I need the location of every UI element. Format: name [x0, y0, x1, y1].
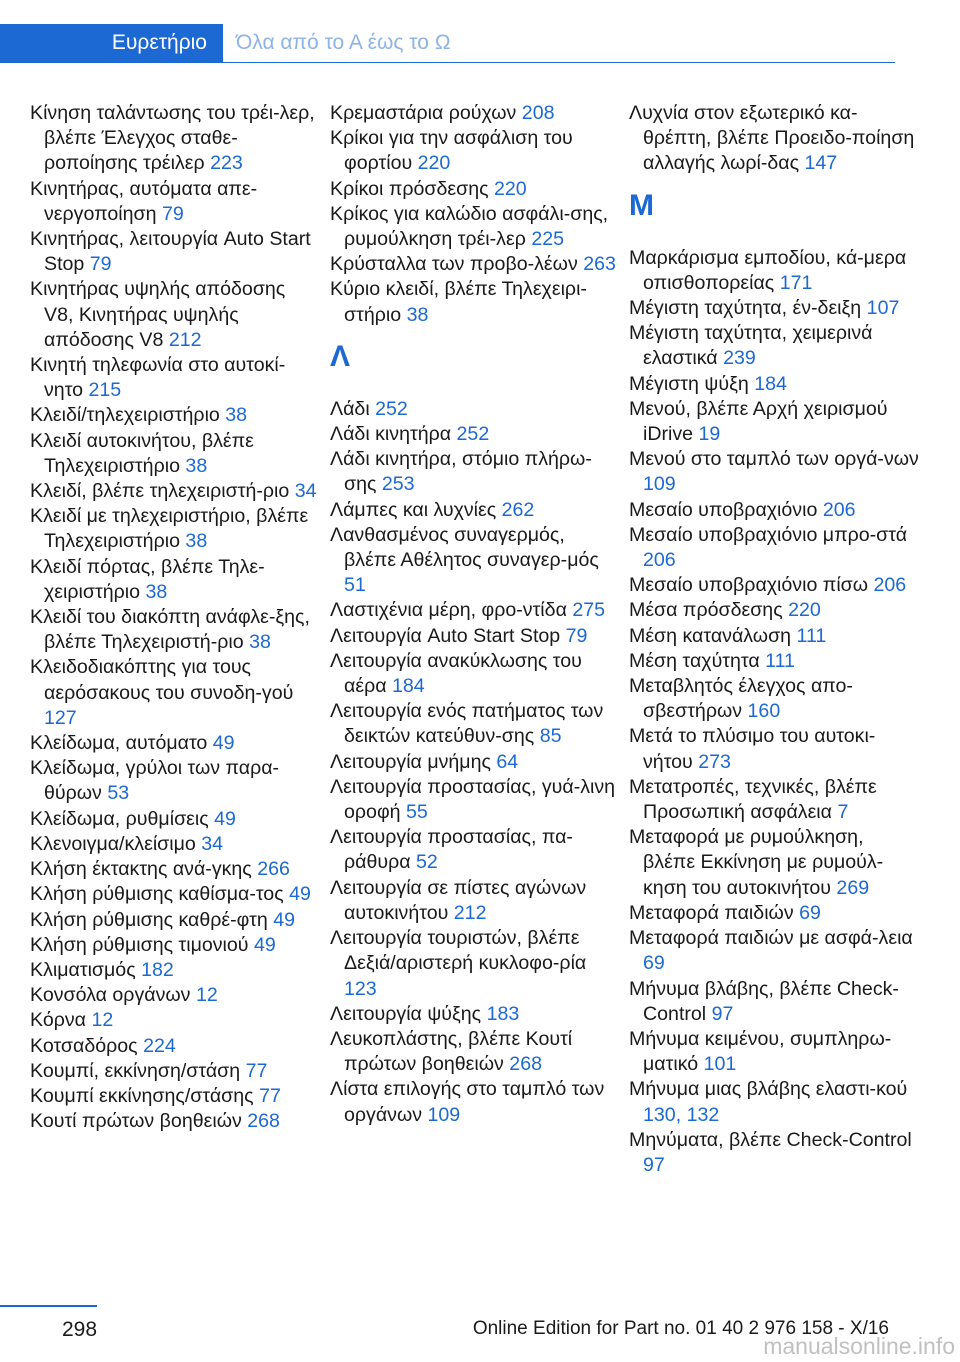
page-link[interactable]: 69: [643, 952, 665, 975]
page-link[interactable]: 220: [494, 177, 527, 200]
index-entry: [30, 1109, 320, 1134]
index-entry: [330, 252, 620, 277]
entry-text: Κόρνα: [30, 1009, 86, 1032]
page-link[interactable]: 49: [273, 908, 295, 931]
entry-group: [629, 101, 919, 177]
page-number: 298: [62, 1318, 98, 1341]
page-link[interactable]: 182: [141, 958, 174, 981]
entry-text: Μήνυμα κειμένου, συμπληρω-ματικό: [629, 1027, 892, 1076]
entry-text: Λανθασμένος συναγερμός, βλέπε Αθέλητος συναγερ-μός: [330, 523, 599, 572]
entry-text: Λευκοπλάστης, βλέπε Κουτί πρώτων βοηθειών: [330, 1027, 573, 1076]
entry-text: Μήνυμα μιας βλάβης ελαστι-κού: [629, 1078, 908, 1101]
index-entry: [30, 908, 320, 933]
entry-text: Μενού, βλέπε Αρχή χειρισμού iDrive: [629, 397, 888, 446]
entry-text: Κλειδί πόρτας, βλέπε Τηλε-χειριστήριο: [30, 555, 265, 603]
page-link[interactable]: 53: [107, 782, 130, 805]
entry-text: Κλείδωμα, αυτόματο: [30, 732, 208, 755]
index-entry: [30, 101, 320, 177]
index-entry: [629, 977, 919, 1027]
page-link[interactable]: 275: [572, 599, 606, 622]
index-column-1: [30, 101, 320, 1134]
page-link[interactable]: 34: [201, 832, 224, 855]
entry-text: Λειτουργία μνήμης: [330, 750, 491, 773]
page-link[interactable]: 79: [161, 202, 184, 225]
index-entry: [629, 573, 919, 598]
entry-text: Μετατροπές, τεχνικές, βλέπε Προσωπική ασφάλεια: [629, 775, 877, 824]
page-link[interactable]: 206: [873, 574, 907, 597]
index-entry: [30, 479, 320, 504]
page-link[interactable]: 109: [643, 473, 676, 496]
entry-text: Μεσαίο υποβραχιόνιο μπρο-στά: [629, 523, 908, 546]
page-link[interactable]: 52: [416, 851, 438, 874]
page-link[interactable]: 77: [259, 1084, 281, 1107]
index-entry: [330, 498, 620, 523]
page-link[interactable]: 12: [91, 1009, 114, 1032]
page-link[interactable]: 101: [703, 1053, 737, 1076]
entry-text: Κλειδί/τηλεχειριστήριο: [30, 404, 220, 427]
entry-text: Κουμπί εκκίνησης/στάσης: [30, 1084, 254, 1107]
entry-group: [330, 101, 620, 328]
page-link[interactable]: 268: [509, 1053, 542, 1076]
page-link[interactable]: 208: [521, 102, 555, 124]
index-entry: [330, 1027, 620, 1077]
page-link[interactable]: 85: [539, 725, 562, 748]
entry-text: Κοτσαδόρος: [30, 1034, 138, 1057]
index-entry: [629, 674, 919, 724]
index-entry: [330, 277, 620, 327]
page-link[interactable]: 49: [253, 933, 276, 956]
index-entry: [30, 1084, 320, 1109]
index-entry: [330, 825, 620, 875]
page-link[interactable]: 252: [375, 397, 408, 420]
index-entry: [30, 177, 320, 227]
entry-text: Μαρκάρισμα εμποδίου, κά-μερα οπισθοπορείας: [629, 246, 907, 294]
entry-text: Λειτουργία ενός πατήματος των δεικτών κατεύθυν-σης: [330, 700, 604, 748]
index-entry: [330, 101, 620, 126]
index-entry: [629, 926, 919, 976]
index-entry: [629, 724, 919, 774]
page-link[interactable]: 7: [837, 801, 849, 824]
entry-text: Κλειδί, βλέπε τηλεχειριστή-ριο: [30, 480, 290, 503]
entry-text: Κλειδί με τηλεχειριστήριο, βλέπε Τηλεχειριστήριο: [30, 505, 309, 553]
index-entry: [629, 1077, 919, 1127]
index-entry: [629, 397, 919, 447]
index-entry: [30, 227, 320, 277]
page-link[interactable]: 64: [496, 750, 519, 773]
index-entry: [30, 958, 320, 983]
page-link[interactable]: 269: [836, 876, 870, 899]
page-link[interactable]: 51: [344, 574, 366, 597]
page-link[interactable]: 252: [456, 423, 490, 446]
entry-text: Λειτουργία τουριστών, βλέπε Δεξιά/αριστερή κυκλοφο-ρία: [330, 927, 587, 975]
entry-text: Μεταβλητός έλεγχος απο-σβεστήρων: [629, 675, 853, 723]
page-link[interactable]: 38: [406, 303, 429, 326]
footer-divider: [0, 1305, 97, 1307]
index-entry: [629, 775, 919, 825]
page-link[interactable]: 79: [89, 253, 112, 276]
entry-text: Κρίκος για καλώδιο ασφάλι-σης, ρυμούλκηση τρέι-λερ: [330, 202, 609, 251]
entry-text: Λίστα επιλογής στο ταμπλό των οργάνων: [330, 1078, 605, 1126]
entry-text: Κλείδωμα, γρύλοι των παρα-θύρων: [30, 757, 280, 805]
page-link[interactable]: 206: [643, 549, 676, 572]
page-link[interactable]: 38: [249, 631, 271, 654]
entry-text: Λάμπες και λυχνίες: [330, 498, 497, 521]
index-entry: [30, 1034, 320, 1059]
index-entry: [629, 825, 919, 901]
entry-text: Μέγιστη ταχύτητα, έν-δειξη: [629, 297, 862, 320]
entry-text: Κουμπί, εκκίνηση/στάση: [30, 1059, 241, 1082]
index-entry: [629, 1128, 919, 1178]
entry-text: Κρίκοι για την ασφάλιση του φορτίου: [330, 127, 573, 175]
index-entry: [330, 397, 620, 422]
index-entry: [30, 605, 320, 655]
page-link[interactable]: 183: [486, 1002, 520, 1025]
entry-text: Κινητή τηλεφωνία στο αυτοκί-νητο: [30, 354, 286, 402]
page-link[interactable]: 111: [765, 649, 795, 672]
entry-text: Μεταφορά παιδιών με ασφά-λεια: [629, 927, 913, 950]
index-entry: [30, 1008, 320, 1033]
page-link[interactable]: 34: [294, 480, 317, 503]
page-link[interactable]: 38: [145, 580, 168, 603]
entry-text: Κρύσταλλα των προβο-λέων: [330, 253, 578, 276]
page-link[interactable]: 79: [565, 624, 588, 647]
page-link[interactable]: 49: [212, 732, 235, 755]
entry-text: Μέγιστη ταχύτητα, χειμερινά ελαστικά: [629, 322, 873, 370]
index-entry: [30, 857, 320, 882]
index-entry: [30, 555, 320, 605]
entry-text: Μέσα πρόσδεσης: [629, 599, 783, 622]
entry-text: Μήνυμα βλάβης, βλέπε Check-Control: [629, 977, 899, 1025]
index-entry: [30, 353, 320, 403]
entry-group: [330, 397, 620, 1128]
page-link[interactable]: 266: [257, 858, 290, 881]
index-entry: [330, 126, 620, 176]
page-link[interactable]: 123: [344, 977, 377, 1000]
index-entry: [30, 1059, 320, 1084]
page-link[interactable]: 220: [788, 599, 821, 622]
entry-text: Λυχνία στον εξωτερικό κα-θρέπτη, βλέπε Προειδο-ποίηση αλλαγής λωρί-δας: [629, 102, 915, 175]
page-link[interactable]: 19: [698, 423, 721, 446]
page-link[interactable]: 38: [185, 454, 208, 477]
entry-text: Λειτουργία ψύξης: [330, 1002, 482, 1025]
page-link[interactable]: 97: [643, 1153, 665, 1176]
index-entry: [330, 750, 620, 775]
entry-text: Λάδι κινητήρα: [330, 423, 452, 446]
entry-text: Κλειδί του διακόπτη ανάφλε-ξης, βλέπε Τηλεχειριστή-ριο: [30, 606, 310, 654]
page-link[interactable]: 225: [531, 228, 565, 251]
page-link[interactable]: 130, 132: [643, 1103, 720, 1126]
page-link[interactable]: 239: [723, 347, 756, 370]
page-link[interactable]: 215: [88, 379, 122, 402]
entry-text: Μεσαίο υποβραχιόνιο πίσω: [629, 574, 869, 597]
page-link[interactable]: 55: [406, 801, 428, 824]
index-entry: [330, 598, 620, 623]
page-link[interactable]: 38: [185, 530, 208, 553]
entry-text: Μέση κατανάλωση: [629, 624, 792, 647]
page-link[interactable]: 107: [866, 297, 900, 320]
index-entry: [330, 202, 620, 252]
page-link[interactable]: 220: [417, 152, 451, 175]
page-link[interactable]: 160: [747, 700, 781, 723]
page-link[interactable]: 253: [381, 473, 415, 496]
entry-text: Κίνηση ταλάντωσης του τρέι-λερ, βλέπε Έλεγχος σταθε-ροποίησης τρέιλερ: [30, 102, 315, 175]
entry-text: Μηνύματα, βλέπε Check-Control: [629, 1128, 912, 1151]
entry-text: Μέγιστη ψύξη: [629, 372, 749, 395]
page-link[interactable]: 97: [711, 1002, 734, 1025]
page-link[interactable]: 273: [698, 750, 731, 773]
page-link[interactable]: 184: [392, 675, 425, 698]
entry-text: Κλήση ρύθμισης καθρέ-φτη: [30, 908, 268, 931]
index-entry: [330, 422, 620, 447]
index-entry: [330, 649, 620, 699]
entry-text: Κύριο κλειδί, βλέπε Τηλεχειρι-στήριο: [330, 278, 587, 326]
watermark: manualsonline.info: [763, 1333, 955, 1359]
entry-text: Μεσαίο υποβραχιόνιο: [629, 498, 818, 521]
tab-index[interactable]: Ευρετήριο: [0, 24, 223, 62]
index-entry: [330, 523, 620, 599]
index-entry: [330, 1077, 620, 1127]
entry-text: Μεταφορά παιδιών: [629, 901, 794, 924]
page-link[interactable]: 49: [214, 807, 236, 830]
index-entry: [330, 876, 620, 926]
entry-text: Κλενοιγμα/κλείσιμο: [30, 832, 196, 855]
section-letter-lambda: Λ: [330, 339, 351, 373]
index-entry: [330, 775, 620, 825]
index-entry: [30, 983, 320, 1008]
page-link[interactable]: 263: [583, 253, 616, 276]
index-entry: [330, 447, 620, 497]
entry-text: Κλήση ρύθμισης καθίσμα-τος: [30, 883, 284, 906]
header-divider: [0, 62, 895, 63]
page-link[interactable]: 223: [210, 152, 243, 175]
index-entry: [629, 1027, 919, 1077]
page-link[interactable]: 49: [289, 883, 311, 906]
entry-text: Λειτουργία προστασίας, πα-ράθυρα: [330, 826, 573, 874]
index-entry: [629, 598, 919, 623]
index-entry: [30, 807, 320, 832]
entry-text: Λάδι κινητήρα, στόμιο πλήρω-σης: [330, 448, 592, 496]
entry-text: Κλειδοδιακόπτης για τους αερόσακους του συνοδη-γού: [30, 656, 294, 704]
page-link[interactable]: 262: [501, 498, 535, 521]
page-link[interactable]: 38: [225, 404, 248, 427]
header-bar: [0, 0, 960, 62]
page-link[interactable]: 184: [754, 372, 787, 395]
entry-text: Μετά το πλύσιμο του αυτοκι-νήτου: [629, 725, 876, 773]
entry-text: Λειτουργία σε πίστες αγώνων αυτοκινήτου: [330, 876, 587, 924]
index-entry: [629, 372, 919, 397]
page-link[interactable]: 77: [245, 1059, 268, 1082]
page-link[interactable]: 206: [822, 498, 856, 521]
entry-text: Κουτί πρώτων βοηθειών: [30, 1110, 242, 1133]
index-entry: [330, 1002, 620, 1027]
entry-text: Κινητήρας, αυτόματα απε-νεργοποίηση: [30, 177, 258, 225]
entry-text: Κλήση ρύθμισης τιμονιού: [30, 933, 249, 956]
index-entry: [30, 504, 320, 554]
index-entry: [629, 101, 919, 177]
entry-text: Λειτουργία ανακύκλωσης του αέρα: [330, 649, 582, 698]
entry-text: Κινητήρας υψηλής απόδοσης V8, Κινητήρας υψηλής απόδοσης V8: [30, 278, 286, 351]
index-entry: [629, 624, 919, 649]
entry-text: Μεταφορά με ρυμούλκηση, βλέπε Εκκίνηση με ρυμούλ-κηση του αυτοκινήτου: [629, 826, 884, 899]
entry-text: Κρεμαστάρια ρούχων: [330, 102, 517, 124]
index-entry: [30, 756, 320, 806]
section-letter-mu: Μ: [629, 188, 654, 222]
entry-text: Κλείδωμα, ρυθμίσεις: [30, 807, 209, 830]
index-entry: [30, 882, 320, 907]
page-link[interactable]: 212: [453, 901, 487, 924]
page-link[interactable]: 224: [143, 1034, 176, 1057]
index-entry: [629, 901, 919, 926]
index-entry: [629, 321, 919, 371]
entry-group: [629, 246, 919, 1179]
edition-info: Online Edition for Part no. 01 40 2 976 158 - X/16: [472, 1318, 889, 1339]
index-entry: [629, 649, 919, 674]
page-link[interactable]: 109: [427, 1103, 461, 1126]
index-entry: [629, 447, 919, 497]
index-entry: [629, 498, 919, 523]
index-entry: [629, 246, 919, 296]
index-entry: [30, 832, 320, 857]
page-link[interactable]: 69: [799, 901, 821, 924]
index-entry: [629, 523, 919, 573]
page-link[interactable]: 147: [804, 152, 838, 175]
index-entry: [30, 277, 320, 353]
index-column-3: [629, 101, 919, 1178]
index-column-2: [330, 101, 620, 1128]
index-entry: [30, 655, 320, 731]
entry-text: Λειτουργία Auto Start Stop: [330, 624, 561, 647]
page-link[interactable]: 12: [195, 984, 218, 1007]
entry-text: Κονσόλα οργάνων: [30, 984, 191, 1007]
page-link[interactable]: 111: [796, 624, 827, 647]
index-entry: [629, 296, 919, 321]
page-link[interactable]: 212: [168, 328, 202, 351]
entry-text: Λαστιχένια μέρη, φρο-ντίδα: [330, 599, 567, 622]
page-link[interactable]: 171: [779, 271, 813, 294]
entry-text: Λειτουργία προστασίας, γυά-λινη οροφή: [330, 775, 616, 824]
page-link[interactable]: 268: [247, 1110, 280, 1133]
entry-text: Λάδι: [330, 397, 370, 420]
entry-text: Μέση ταχύτητα: [629, 649, 760, 672]
page-link[interactable]: 127: [44, 706, 77, 729]
index-entry: [30, 731, 320, 756]
entry-text: Κλήση έκτακτης ανά-γκης: [30, 858, 252, 881]
breadcrumb[interactable]: Όλα από το Α έως το Ω: [236, 31, 451, 54]
index-entry: [330, 177, 620, 202]
entry-text: Μενού στο ταμπλό των οργά-νων: [629, 448, 919, 471]
index-entry: [30, 933, 320, 958]
entry-text: Κλειδί αυτοκινήτου, βλέπε Τηλεχειριστήριο: [30, 429, 254, 477]
entry-text: Κλιματισμός: [30, 958, 136, 981]
index-entry: [30, 429, 320, 479]
index-entry: [330, 624, 620, 649]
index-entry: [330, 926, 620, 1002]
index-entry: [330, 699, 620, 749]
index-entry: [30, 403, 320, 428]
entry-text: Κινητήρας, λειτουργία Auto Start Stop: [30, 228, 311, 276]
entry-text: Κρίκοι πρόσδεσης: [330, 177, 489, 200]
